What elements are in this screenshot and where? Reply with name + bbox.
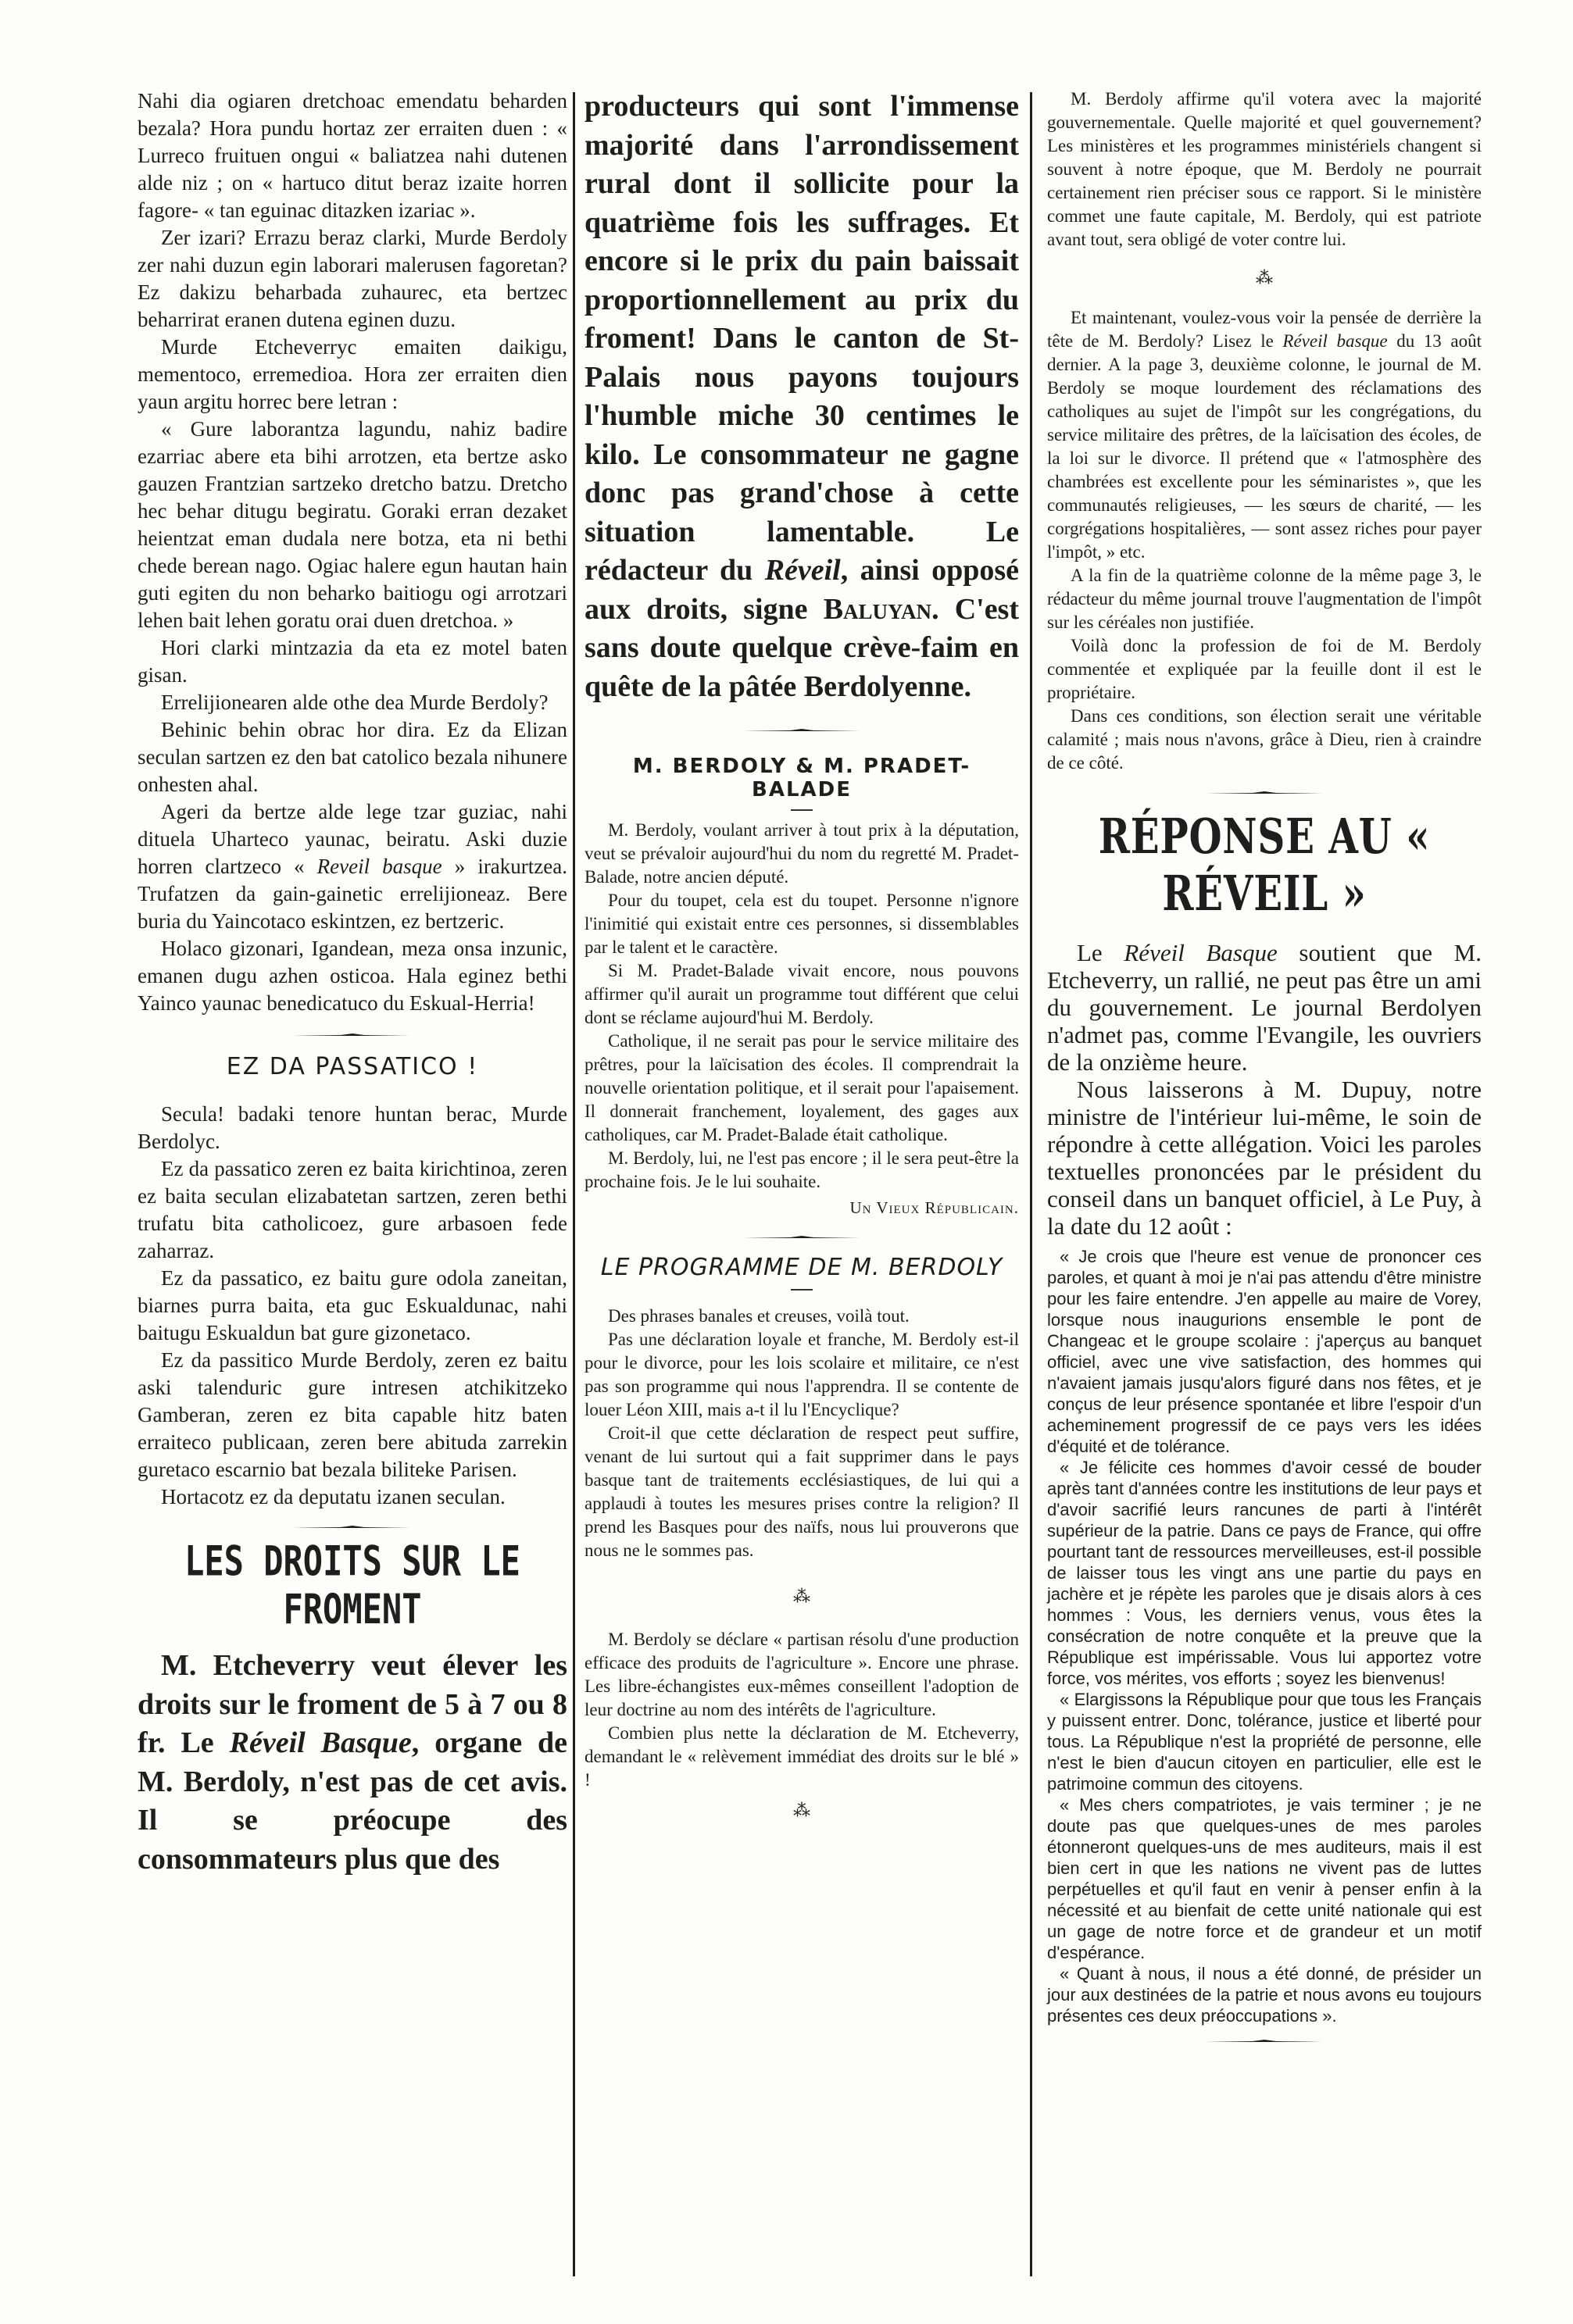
text-run: , organe de M. Berdoly, n'est pas de cet avis. Il se préocupe des consommateurs plus que des [138, 1726, 568, 1876]
paragraph: Dans ces conditions, son élection serait une véritable calamité ; mais nous n'avons, grâce à Dieu, rien à craindre de ce côté. [1047, 706, 1482, 773]
separator-ornament [743, 728, 860, 731]
paragraph: Zer izari? Errazu beraz clarki, Murde Berdoly zer nahi duzun egin laborari malerusen fagoretan? Ez dakizu beharbada zuhaurec, eta bertzec beharrirat eranen dutena eginen duzu. [138, 226, 567, 331]
column-rule [573, 92, 575, 2276]
signature-name: Baluyan [823, 592, 932, 626]
quoted-paragraph: « Elargissons la République pour que tous les Français y puissent entrer. Donc, tolérance, justice et liberté pour tous. La République n'est la propriété de personne, elle n'est le bien d'aucun citoyen en particulier, elle est le patrimoine commun des citoyens. [1047, 1690, 1482, 1794]
quoted-paragraph: « Mes chers compatriotes, je vais terminer ; je ne doute pas que quelques-unes de mes paroles étonneront quelques-uns de mes auditeurs, mais il est bien cert in que les nations ne vivent pas de luttes perpétuelles et qu'il faut en venir à penser enfin à la nécessité et au bienfait de cette unité nationale qui est un gage de notre force et de grandeur et un motif d'espérance. [1047, 1795, 1482, 1962]
column-3 [1047, 87, 1482, 2042]
newspaper-title: Réveil Basque [229, 1726, 412, 1759]
text-run: Le [1077, 939, 1124, 966]
paragraph: Nahi dia ogiaren dretchoac emendatu beharden bezala? Hora pundu hortaz zer erraiten duen : « Lurreco fruituen ongui « baliatzea nahi dutenen alde niz ; on « hartuco ditut beraz izaite horren fagore- « tan eguinac ditazken izariac ». [138, 89, 567, 222]
article-heading: LE PROGRAMME DE M. BERDOLY [600, 1254, 1003, 1281]
text-run: Et maintenant, voulez-vous voir la pensée de derrière la tête de M. Berdoly? Lisez le [1047, 308, 1482, 351]
signature: Un Vieux Républicain. [849, 1198, 1019, 1217]
text-run: producteurs qui sont l'immense majorité dans l'arrondissement rural dont il sollicite pour la quatrième fois les suffrages. Et encore si le prix du pain baissait proportionnellement au prix du froment! Dans le canton de St-Palais nous payons toujours l'humble miche 30 centimes le kilo. Le consommateur ne gagne donc pas grand'chose à cette situation lamentable. Le rédacteur du [585, 90, 1019, 587]
paragraph: A la fin de la quatrième colonne de la même page 3, le rédacteur du même journal trouve l'augmentation de l'impôt sur les céréales non justifiée. [1047, 566, 1482, 632]
paragraph: Croit-il que cette déclaration de respect peut suffire, venant de lui surtout qui a fait supprimer dans le pays basque tant de traitements ecclésiastiques, de lui qui a applaudi à toutes les mesures prises contre la religion? Il prend les Basques pour des naïfs, nous lui prouverons que nous ne le sommes pas. [585, 1423, 1019, 1560]
paragraph: Errelijionearen alde othe dea Murde Berdoly? [161, 691, 549, 714]
short-dash [791, 809, 813, 811]
text-run: » irakurtzea. Trufatzen da gain-gainetic errelijioneaz. Bere buria du Yaincotaco eskintzen, ez bertzeric. [138, 855, 567, 933]
paragraph: Nous laisserons à M. Dupuy, notre ministre de l'intérieur lui-même, le soin de répondre à cette allégation. Voici les paroles textuelles prononcées par le président du conseil dans un banquet officiel, à Le Puy, à la date du 12 août : [1047, 1076, 1482, 1240]
column-2 [585, 87, 1019, 1830]
paragraph: Ez da passatico zeren ez baita kirichtinoa, zeren ez baita seculan elizabatetan sartzen, zeren bethi trufatu bita catholicoez, gure arbasoen fede zaharraz. [138, 1157, 567, 1262]
paragraph: M. Berdoly se déclare « partisan résolu d'une production efficace des produits de l'agriculture ». Encore une phrase. Les libre-échangistes eux-mêmes conseillent l'adoption de leur doctrine au nom des intérêts de l'agriculture. [585, 1630, 1019, 1719]
column-rule [1030, 92, 1032, 2276]
newspaper-title: Réveil Basque [1124, 939, 1278, 966]
paragraph [138, 798, 567, 935]
asterism: ⁂ [793, 1801, 810, 1820]
article-heading: RÉPONSE AU « RÉVEIL » [1098, 808, 1431, 922]
paragraph: Catholique, il ne serait pas pour le service militaire des prêtres, pour la laïcisation des écoles. Il comprendrait la nouvelle orientation politique, et il serait pour l'apaisement. Il donnerait franchement, loyalement, des gages aux catholiques, car M. Pradet-Balade était catholique. [585, 1031, 1019, 1144]
paragraph: Ez da passatico, ez baitu gure odola zaneitan, biarnes purra baita, eta guc Eskualdunac, nahi baitugu Eskualdun bat gure gizonetaco. [138, 1266, 567, 1344]
paragraph: Combien plus nette la déclaration de M. Etcheverry, demandant le « relèvement immédiat des droits sur le blé » ! [585, 1723, 1019, 1790]
paragraph: M. Berdoly, lui, ne l'est pas encore ; il le sera peut-être la prochaine fois. Je le lui souhaite. [585, 1148, 1019, 1191]
paragraph: Pour du toupet, cela est du toupet. Personne n'ignore l'inimitié qui existait entre ces personnes, si dissemblables par le talent et le caractère. [585, 891, 1019, 957]
separator-ornament [294, 1525, 411, 1528]
separator-ornament [743, 1235, 860, 1238]
newspaper-title: Réveil basque [1282, 331, 1388, 351]
paragraph [1047, 939, 1482, 1076]
article-heading: EZ DA PASSATICO ! [226, 1053, 479, 1080]
paragraph: M. Berdoly, voulant arriver à tout prix à la députation, veut se prévaloir aujourd'hui du nom du regretté M. Pradet-Balade, notre ancien député. [585, 820, 1019, 887]
paragraph [585, 87, 1019, 706]
paragraph: Des phrases banales et creuses, voilà tout. [608, 1306, 910, 1326]
separator-ornament [1206, 2039, 1323, 2042]
paragraph: Si M. Pradet-Balade vivait encore, nous pouvons affirmer qu'il aurait un programme tout différent que celui dont se réclame aujourd'hui M. Berdoly. [585, 961, 1019, 1027]
paragraph [138, 1647, 567, 1879]
article-heading: LES DROITS SUR LE FROMENT [184, 1537, 520, 1633]
text-run: soutient que M. Etcheverry, un rallié, ne peut pas être un ami du gouvernement. Le journal Berdolyen n'admet pas, comme l'Evangile, les ouvriers de la onzième heure. [1047, 939, 1482, 1076]
quoted-paragraph: « Je crois que l'heure est venue de prononcer ces paroles, et quant à moi je n'ai pas attendu d'être ministre pour les faire entendre. J'en appelle au maire de Vorey, lorsque nous inaugurions ensemble le pont de Changeac et le groupe scolaire : j'aperçus au banquet officiel, avec une vive satisfaction, des hommes qui n'avaient jamais jusqu'alors figuré dans nos fêtes, et je conçus de leur présence spontanée et libre l'espoir d'un acheminement progressif de ce pays vers les idées d'équité et de tolérance. [1047, 1247, 1482, 1456]
newspaper-title: Réveil [764, 554, 841, 587]
paragraph [1047, 306, 1482, 564]
column-1 [138, 87, 567, 1879]
text-run: , ainsi opposé aux droits, signe [585, 554, 1019, 626]
text-run: M. Etcheverry veut élever les droits sur le froment de 5 à 7 ou 8 fr. Le [138, 1649, 567, 1759]
separator-ornament [294, 1033, 411, 1036]
text-run: Ageri da bertze alde lege tzar guziac, nahi dituela Uharteco yaunac, beiratu. Aski duzie horren clartzeco « [138, 800, 567, 878]
short-dash [791, 1289, 813, 1291]
paragraph: « Gure laborantza lagundu, nahiz badire ezarriac abere eta bihi arrotzen, eta bertze asko gauzen Frantzian sartzeko dretcho batzu. Dretcho hec behar ditugu begiratu. Goraki erran dezaket heientzat eman dudala nere botza, eta ni bethi chede berean nago. Ogiac halere egun hautan hain guti egiten du non beharko baitiogu ogi arrotzari lehen bait lehen goratu orai duen dretchoa. » [138, 417, 567, 632]
paragraph: Hori clarki mintzazia da eta ez motel baten gisan. [138, 636, 567, 687]
paragraph: Hortacotz ez da deputatu izanen seculan. [161, 1485, 506, 1508]
article-heading: M. BERDOLY & M. PRADET-BALADE [632, 755, 971, 801]
paragraph: Behinic behin obrac hor dira. Ez da Elizan seculan sartzen ez den bat catolico bezala nihunere onhesten ahal. [138, 718, 567, 796]
asterism: ⁂ [793, 1587, 810, 1606]
text-run: du 13 août dernier. A la page 3, deuxième colonne, le journal de M. Berdoly se moque lourdement des réclamations des catholiques au sujet de l'impôt sur les congrégations, du service militaire des prêtres, de la laïcisation des écoles, de la loi sur le divorce. Il prétend que « l'atmosphère des chambrées est excellente pour les séminaristes », que les communautés religieuses, — les sœurs de charité, — les corgrégations hospitalières, — sont assez riches pour payer l'impôt, » etc. [1047, 331, 1482, 562]
quoted-paragraph: « Quant à nous, il nous a été donné, de présider un jour aux destinées de la patrie et nous avons eu toujours présentes ces deux préoccupations ». [1047, 1964, 1482, 2026]
paragraph: M. Berdoly affirme qu'il votera avec la majorité gouvernementale. Quelle majorité et quel gouvernement? Les ministères et les programmes ministériels changent si souvent à notre époque, que M. Berdoly ne pourrait certainement rien préciser sous ce rapport. Si le ministère commet une faute capitale, M. Berdoly, qui est patriote avant tout, sera obligé de voter contre lui. [1047, 89, 1482, 249]
paragraph: Voilà donc la profession de foi de M. Berdoly commentée et expliquée par la feuille dont il est le propriétaire. [1047, 636, 1482, 702]
paragraph: Murde Etcheverryc emaiten daikigu, mementoco, erremedioa. Hora zer erraiten dien yaun argitu horrec bere letran : [138, 335, 567, 413]
paragraph: Pas une déclaration loyale et franche, M. Berdoly est-il pour le divorce, pour les lois scolaire et militaire, ce n'est pas son programme qui nous l'apprendra. Il se contente de louer Léon XIII, mais a-t il lu l'Encyclique? [585, 1330, 1019, 1419]
paragraph: Secula! badaki tenore huntan berac, Murde Berdolyc. [138, 1102, 567, 1153]
separator-ornament [1206, 791, 1323, 794]
quoted-paragraph: « Je félicite ces hommes d'avoir cessé de bouder après tant d'années contre les institutions de leur pays et d'avoir sacrifié leurs rancunes de parti à l'intérêt supérieur de la patrie. Dans ce pays de France, qui offre pourtant tant de ressources merveilleuses, est-il possible de laisser tous les vingt ans une partie du pays en jachère et je répète les paroles que je disais alors à ces hommes : Vous, les derniers venus, vous êtes la consécration de notre conquête et la preuve que la République est impérissable. Vous lui apportez votre force, vos mérites, vos efforts ; soyez les bienvenus! [1047, 1458, 1482, 1688]
asterism: ⁂ [1256, 268, 1273, 287]
newspaper-title: Reveil basque [316, 855, 442, 878]
paragraph: Holaco gizonari, Igandean, meza onsa inzunic, emanen dugu azhen osticoa. Hala eginez bethi Yainco yaunac benedicatuco du Eskual-Herria! [138, 937, 567, 1015]
paragraph: Ez da passitico Murde Berdoly, zeren ez baitu aski talenduric gure intresen atchikitzeko Gamberan, zeren ez bita capable hitz baten erraiteco publicaan, zeren bere abituda zarrekin guretaco escarnio bat bezala biliteke Parisen. [138, 1348, 567, 1481]
text-run: . C'est sans doute quelque crève-faim en quête de la pâtée Berdolyenne. [585, 592, 1019, 703]
